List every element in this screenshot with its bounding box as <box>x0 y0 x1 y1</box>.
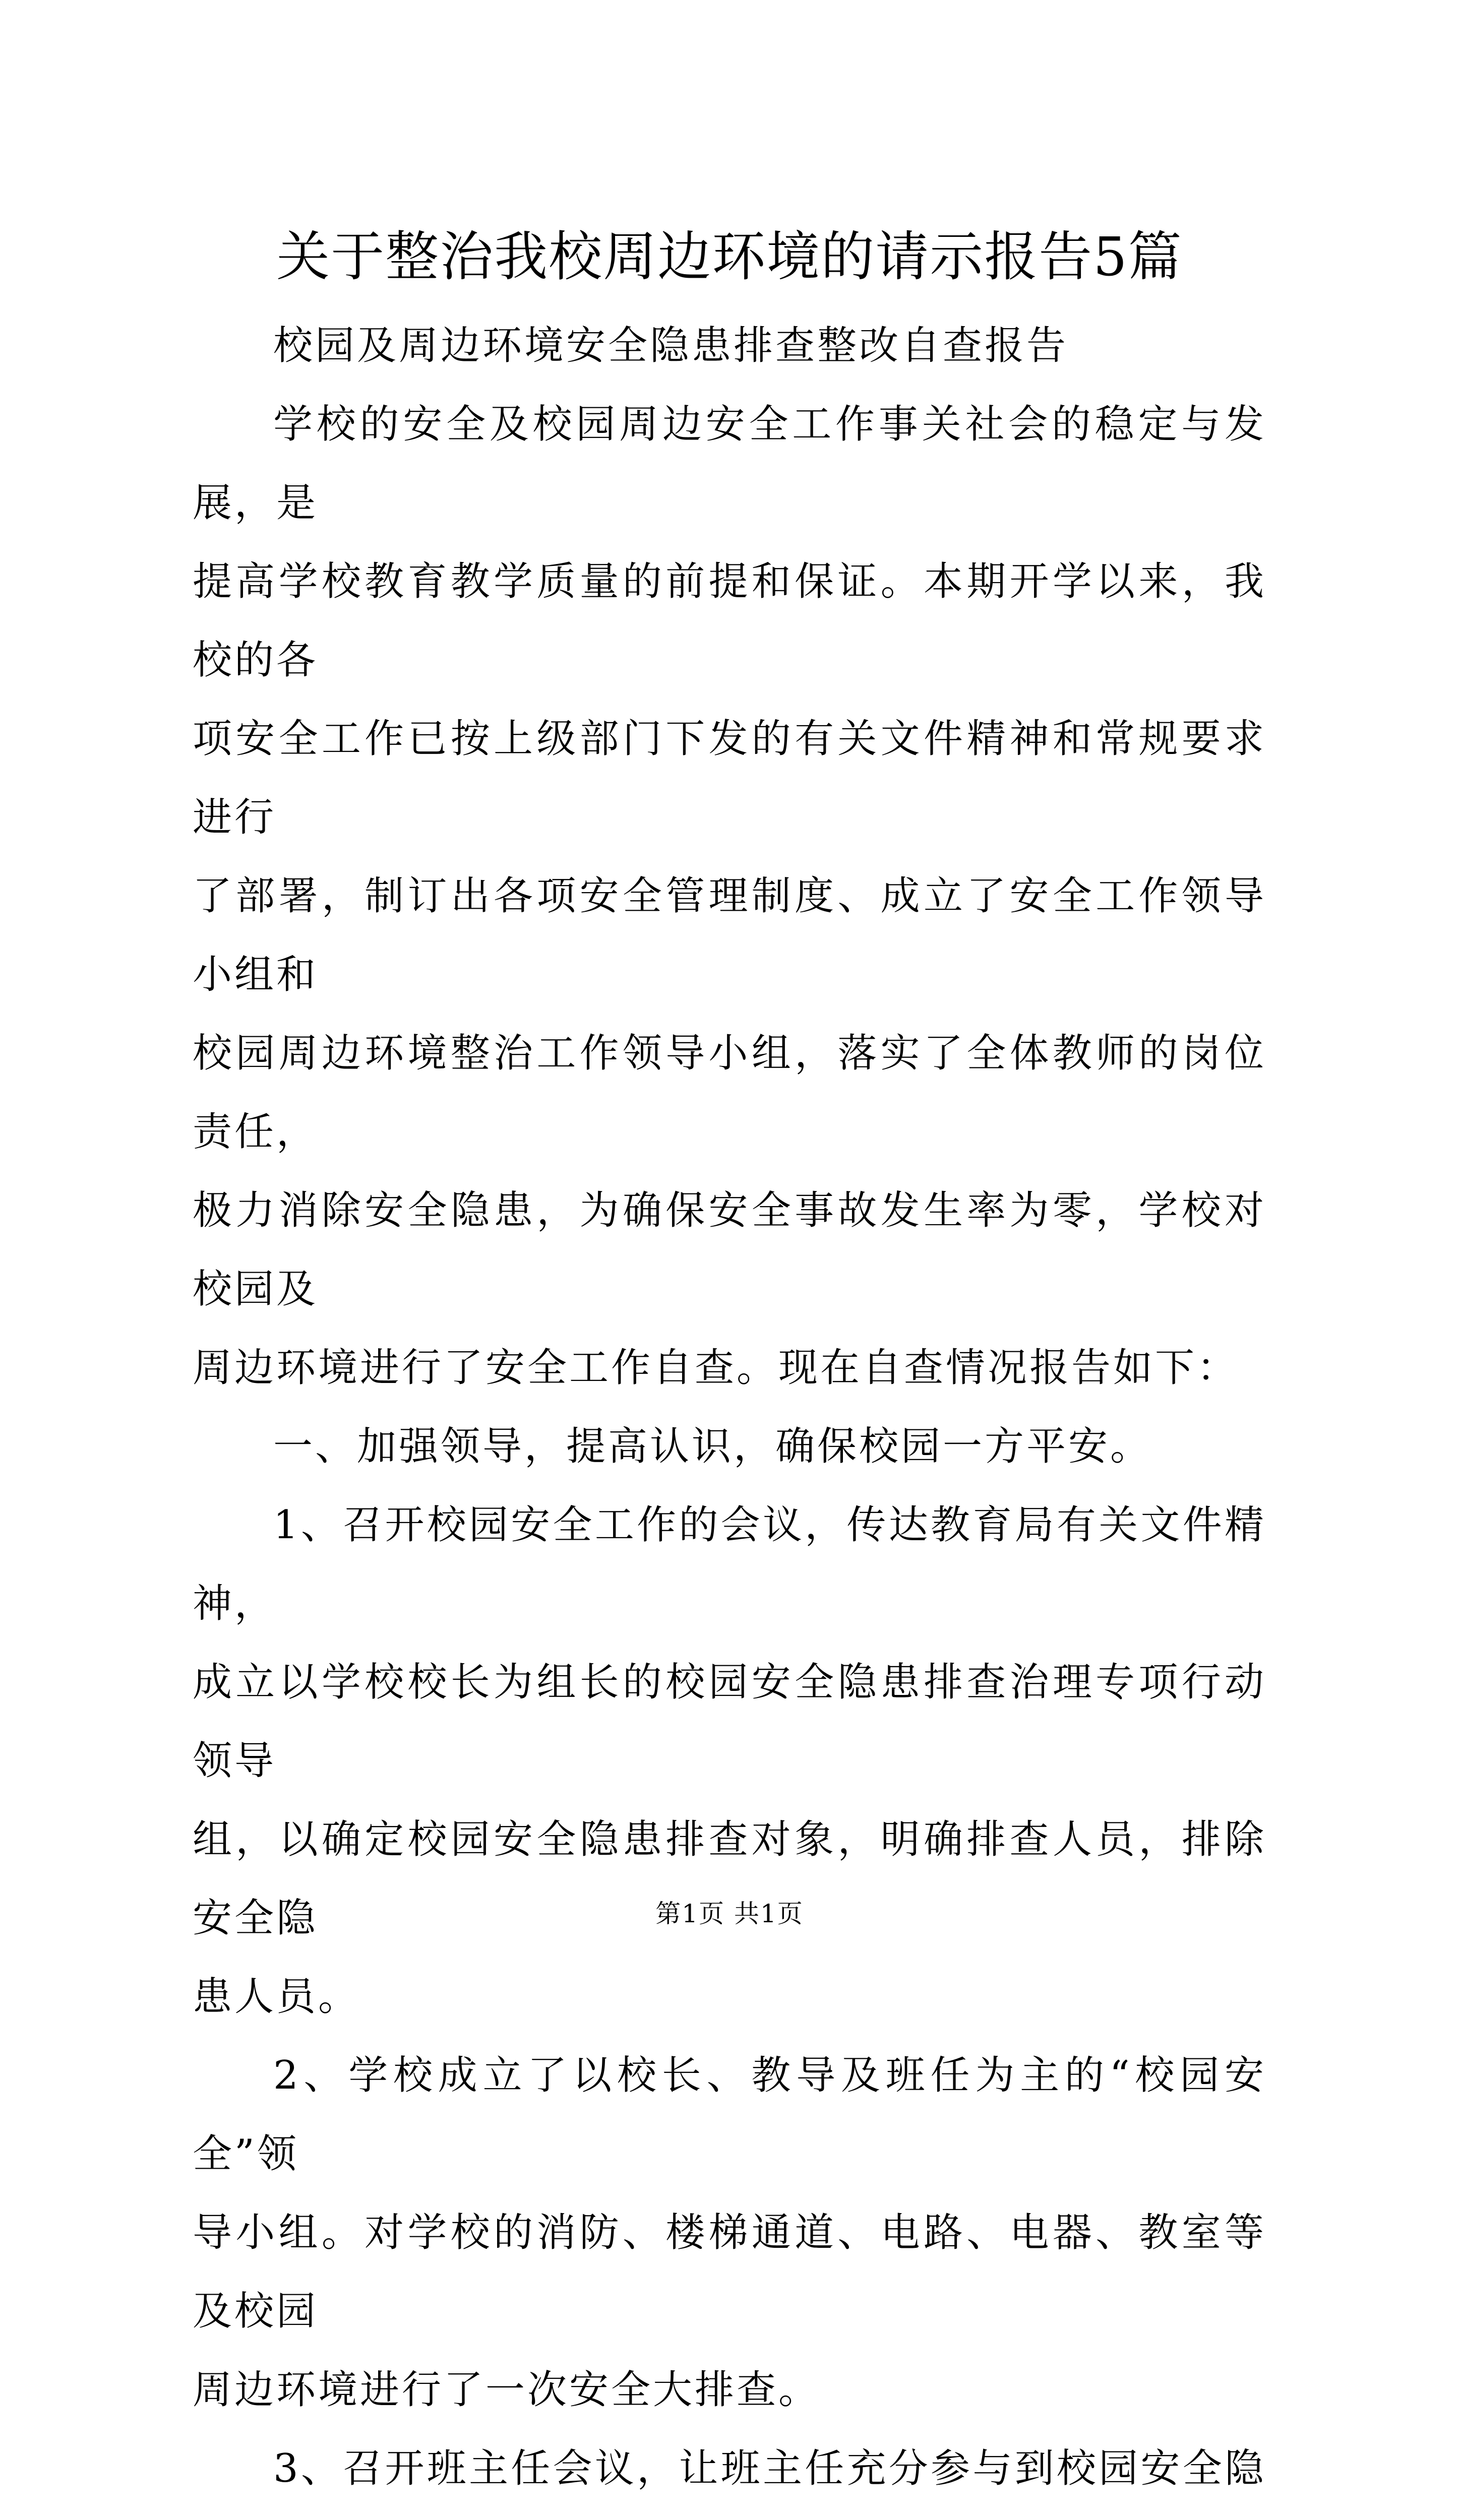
document-title: 关于整治我校周边环境的请示报告5篇 <box>276 226 1183 288</box>
page-footer: 第1页 共1页 <box>655 1899 804 1928</box>
intro-paragraph: 学校的安全及校园周边安全工作事关社会的稳定与发展，是 提高学校教育教学质量的前提和保证。本期开学以来，我校的各 项安全工作已按上级部门下发的有关文件精神和常规要求进行 了部署，制订出各项安全管理制度、成立了安全工作领导小组和 校园周边环境整治工作领导小组，落实了全体教师的岗位责任， 极力消除安全隐患，为确保安全事故发生率为零，学校对校园及 周边环境进行了安全工作自查。现在自查情况报告如下： <box>193 402 1266 1391</box>
subtitle-paragraph: 校园及周边环境安全隐患排查整改自查报告 <box>273 323 1069 368</box>
item-paragraph-1: 1、召开校园安全工作的会议，传达教育局有关文件精神， 成立以学校校长为组长的校园安全隐患排查治理专项行动领导 组，以确定校园安全隐患排查对象，明确排查人员，排除安全隐 患人员。 <box>193 1502 1266 2020</box>
section-heading: 一、加强领导，提高认识，确保校园一方平安。 <box>273 1424 1152 1469</box>
item-paragraph-2: 2、学校成立了以校长、教导及班任为主的“校园安全”领 导小组。对学校的消防、楼梯通道、电路、电器、教室等及校园 周边环境进行了一次安全大排查。 <box>193 2053 1266 2413</box>
document-body <box>193 306 1266 2520</box>
item-paragraph-3: 3、召开班主任会议，让班主任充分参与到校园安全隐 <box>273 2446 1266 2491</box>
